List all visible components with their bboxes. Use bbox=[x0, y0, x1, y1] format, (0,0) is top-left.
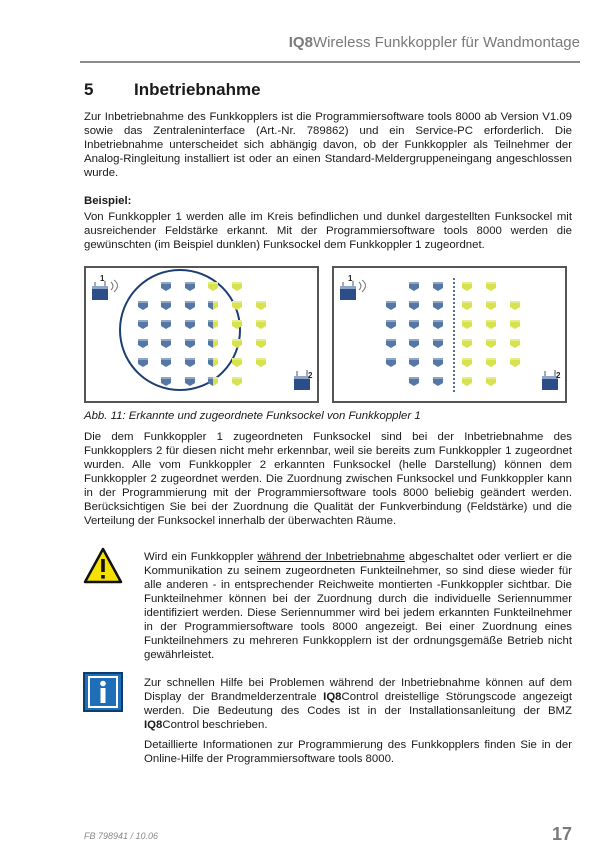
info-text-2: Control dreistellige Störungscode angezeigt werden. Die Bedeutung des Codes ist in der Installationsanleitung der BMZ bbox=[144, 691, 572, 717]
reception-circle bbox=[120, 270, 240, 390]
funksockel-light bbox=[462, 339, 472, 348]
funksockel-dark bbox=[433, 339, 443, 348]
header-brand: IQ8 bbox=[288, 34, 313, 51]
funksockel-dark bbox=[138, 358, 148, 367]
figure-right-panel bbox=[332, 266, 567, 403]
funksockel-dark bbox=[161, 301, 171, 310]
funksockel-light bbox=[510, 320, 520, 329]
example-label: Beispiel: bbox=[84, 195, 132, 207]
page-header bbox=[80, 34, 580, 51]
info-paragraph bbox=[144, 676, 572, 732]
funksockel-dark bbox=[409, 282, 419, 291]
funksockel-light bbox=[510, 358, 520, 367]
funksockel-dark bbox=[161, 358, 171, 367]
funksockel-dark bbox=[386, 320, 396, 329]
funksockel-light bbox=[462, 377, 472, 386]
funksockel-light bbox=[256, 320, 266, 329]
coupler-1-label: 1 bbox=[100, 274, 105, 283]
funksockel-light bbox=[486, 377, 496, 386]
funksockel-dark bbox=[386, 339, 396, 348]
funksockel-mixed bbox=[208, 377, 218, 386]
figure-caption: Abb. 11: Erkannte und zugeordnete Funksockel von Funkkoppler 1 bbox=[84, 410, 421, 422]
funksockel-dark bbox=[386, 301, 396, 310]
warning-text-start: Wird ein Funkkoppler bbox=[144, 551, 258, 563]
funksockel-dark bbox=[185, 358, 195, 367]
funksockel-mixed bbox=[208, 320, 218, 329]
funksockel-light bbox=[510, 339, 520, 348]
warning-triangle-icon bbox=[83, 546, 123, 586]
figure-right-drawing bbox=[334, 268, 565, 401]
coupler-2-label: 2 bbox=[556, 371, 561, 380]
figure-left-panel bbox=[84, 266, 319, 403]
figure-left-drawing bbox=[86, 268, 317, 401]
funksockel-light bbox=[462, 282, 472, 291]
funksockel-dark bbox=[161, 320, 171, 329]
funksockel-light bbox=[486, 320, 496, 329]
warning-text-end: abgeschaltet oder verliert er die Kommunikation zu seinem zugeordneten Funkteilnehmer, so sind diese wieder für alle anderen - in entsprechender Reichweite montierten -Funkkoppler sichtbar. Die Funkteilnehmer können bei der Zuordnung durch die individuelle Seriennummer identifiziert werden. Diese Seriennummer wird bei jedem erkannten Funkteilnehmer in der Programmiersoftware tools 8000 angezeigt. Bei einer Zuordnung eines Funkteilnehmers zu mehreren Funkkopplern ist der ordnungsgemäße Betrieb nicht gewährleistet. bbox=[144, 551, 572, 661]
info-brand-1: IQ8 bbox=[323, 691, 342, 703]
funksockel-dark bbox=[185, 282, 195, 291]
funksockel-dark bbox=[409, 301, 419, 310]
funksockel-dark bbox=[409, 358, 419, 367]
funksockel-dark bbox=[433, 377, 443, 386]
page-number: 17 bbox=[551, 824, 572, 844]
funksockel-light bbox=[462, 358, 472, 367]
header-rule bbox=[80, 61, 580, 63]
funksockel-mixed bbox=[208, 339, 218, 348]
funksockel-light bbox=[486, 358, 496, 367]
funksockel-light bbox=[232, 358, 242, 367]
funksockel-dark bbox=[138, 339, 148, 348]
intro-paragraph: Zur Inbetriebnahme des Funkkopplers ist die Programmiersoftware tools 8000 ab Version V1.09 sowie das Zentraleninterface (Art.-Nr. 789862) und ein Service-PC erforderlich. Die Inbetriebnahme unterscheidet sich abhängig davon, ob der Funkkoppler als Teilnehmer der Analog-Ringleitung installiert ist oder an einen Standard-Meldergruppeneingang angeschlossen wurde. bbox=[84, 111, 572, 179]
funksockel-mixed bbox=[208, 301, 218, 310]
funksockel-dark bbox=[138, 320, 148, 329]
warning-paragraph bbox=[144, 550, 572, 662]
funksockel-light bbox=[232, 301, 242, 310]
funksockel-light bbox=[256, 301, 266, 310]
funksockel-light bbox=[486, 282, 496, 291]
funksockel-light bbox=[462, 320, 472, 329]
section-title: Inbetriebnahme bbox=[134, 80, 261, 99]
funksockel-light bbox=[256, 339, 266, 348]
funksockel-dark bbox=[433, 301, 443, 310]
info-text-1: Zur schnellen Hilfe bei Problemen während der Inbetriebnahme können auf dem Display der Brandmelderzentrale bbox=[144, 677, 572, 703]
warning-text-underlined: während der Inbetriebnahme bbox=[257, 551, 405, 563]
funksockel-dark bbox=[185, 301, 195, 310]
info-paragraph-2: Detaillierte Informationen zur Programmierung des Funkkopplers finden Sie in der Online-Hilfe der Programmiersoftware tools 8000. bbox=[144, 739, 572, 765]
example-paragraph: Von Funkkoppler 1 werden alle im Kreis befindlichen und dunkel dargestellten Funksockel mit ausreichender Feldstärke erkannt. Mit der Programmiersoftware tools 8000 werden die gewünschten (im Beispiel dunklen) Funksockel dem Funkkoppler 1 zugeordnet. bbox=[84, 211, 572, 251]
funksockel-dark bbox=[138, 301, 148, 310]
funksockel-dark bbox=[409, 339, 419, 348]
funksockel-dark bbox=[185, 320, 195, 329]
section-heading bbox=[84, 80, 261, 100]
funksockel-dark bbox=[386, 358, 396, 367]
funksockel-light bbox=[208, 282, 218, 291]
info-text-3: Control beschrieben. bbox=[162, 719, 268, 731]
funksockel-dark bbox=[409, 377, 419, 386]
funksockel-light bbox=[486, 301, 496, 310]
funksockel-light bbox=[486, 339, 496, 348]
funksockel-dark bbox=[161, 339, 171, 348]
funksockel-light bbox=[510, 301, 520, 310]
coupler-1 bbox=[340, 280, 366, 300]
coupler-1-label: 1 bbox=[348, 274, 353, 283]
body-paragraph: Die dem Funkkoppler 1 zugeordneten Funksockel sind bei der Inbetriebnahme des Funkkopplers 2 für diesen nicht mehr erkennbar, weil sie bereits zum Funkkoppler 1 zugeordnet wurden. Alle vom Funkkoppler 2 erkannten Funksockel (helle Darstellung) können dem Funkkoppler 2 zugeordnet werden. Die Zuordnung zwischen Funksockel und Funkkoppler kann in der Programmierung mit der Programmiersoftware tools 8000 beliebig geändert werden. Berücksichtigen Sie bei der Zuordnung die Qualität der Funkverbindung (Feldstärke) und die Verteilung der Funksockel innerhalb der überwachten Räume. bbox=[84, 431, 572, 527]
funksockel-light bbox=[256, 358, 266, 367]
funksockel-dark bbox=[185, 339, 195, 348]
coupler-2-label: 2 bbox=[308, 371, 313, 380]
funksockel-light bbox=[232, 339, 242, 348]
funksockel-dark bbox=[161, 377, 171, 386]
funksockel-dark bbox=[161, 282, 171, 291]
info-brand-2: IQ8 bbox=[144, 719, 163, 731]
funksockel-light bbox=[232, 282, 242, 291]
funksockel-light bbox=[232, 377, 242, 386]
coupler-1 bbox=[92, 280, 118, 300]
document-number: FB 798941 / 10.06 bbox=[84, 831, 159, 841]
funksockel-light bbox=[462, 301, 472, 310]
funksockel-dark bbox=[433, 358, 443, 367]
header-title: Wireless Funkkoppler für Wandmontage bbox=[312, 34, 580, 51]
funksockel-dark bbox=[433, 320, 443, 329]
section-number: 5 bbox=[84, 80, 94, 99]
funksockel-dark bbox=[185, 377, 195, 386]
funksockel-mixed bbox=[208, 358, 218, 367]
funksockel-dark bbox=[433, 282, 443, 291]
info-icon bbox=[83, 672, 123, 712]
funksockel-dark bbox=[409, 320, 419, 329]
